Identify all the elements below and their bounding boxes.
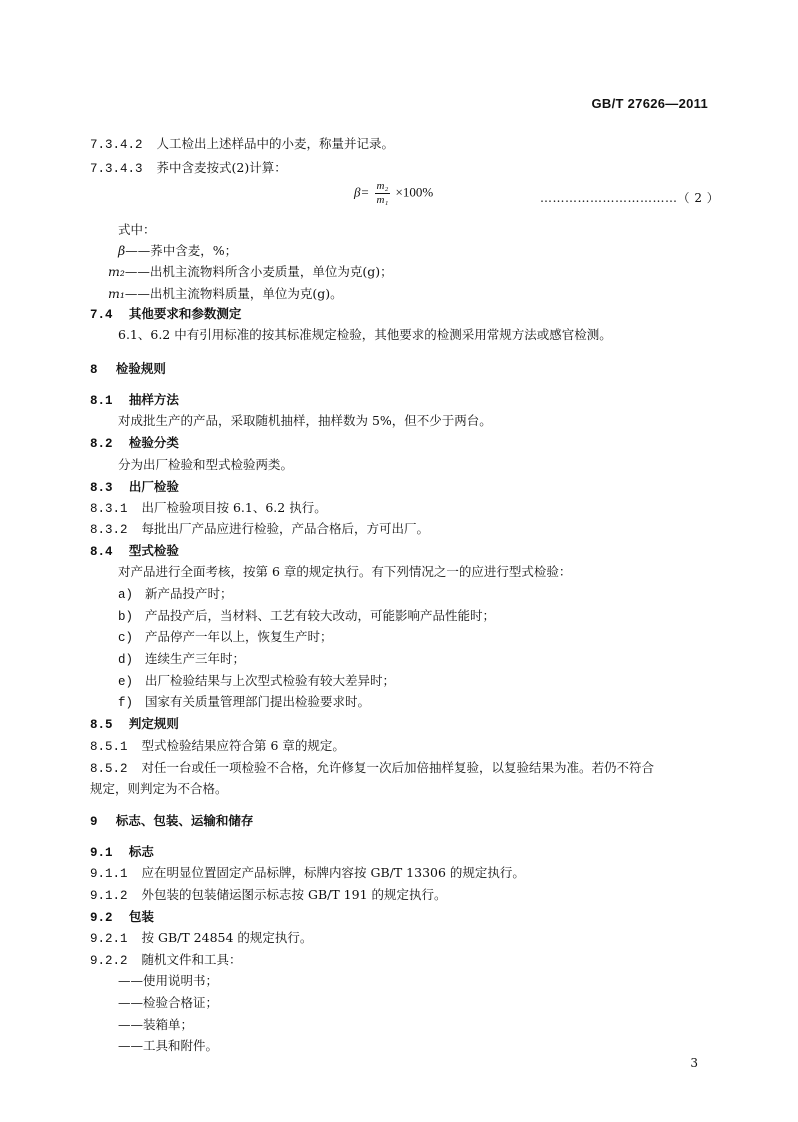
variable-symbol: β xyxy=(118,243,126,258)
clause-number: 8 xyxy=(90,363,98,377)
clause-number: 8.5.2 xyxy=(90,762,128,776)
list-text: 国家有关质量管理部门提出检验要求时。 xyxy=(145,694,371,709)
clause-number: 8.1 xyxy=(90,394,113,408)
list-marker: a) xyxy=(118,588,134,602)
section-heading-8-4 xyxy=(90,542,179,561)
page-number: 3 xyxy=(690,1056,698,1070)
list-item xyxy=(118,628,333,647)
clause-number: 7.4 xyxy=(90,308,113,322)
standard-number: GB/T 27626—2011 xyxy=(591,96,708,111)
variable-symbol: m₂ xyxy=(108,264,125,279)
list-item: ——装箱单； xyxy=(118,1017,194,1032)
clause-number: 9 xyxy=(90,815,98,829)
chapter-heading-8 xyxy=(90,360,166,379)
list-item xyxy=(118,607,495,626)
heading-text: 型式检验 xyxy=(128,543,179,558)
formula xyxy=(354,180,433,216)
variable-symbol: m₁ xyxy=(108,286,125,301)
chapter-heading-9 xyxy=(90,812,253,831)
formula-rhs: ×100% xyxy=(395,184,434,200)
section-heading-8-3 xyxy=(90,478,179,497)
clause-number: 8.3 xyxy=(90,481,113,495)
clause-7-3-4-3 xyxy=(90,159,287,178)
clause-text: 应在明显位置固定产品标牌，标牌内容按 GB/T 13306 的规定执行。 xyxy=(141,865,525,880)
list-item: ——工具和附件。 xyxy=(118,1038,219,1053)
clause-text: 随机文件和工具： xyxy=(141,952,242,967)
list-item xyxy=(118,650,245,669)
list-text: 产品停产一年以上，恢复生产时； xyxy=(145,629,333,644)
section-heading-9-2 xyxy=(90,908,154,927)
clause-number: 9.2 xyxy=(90,911,113,925)
clause-number: 9.1.1 xyxy=(90,867,128,881)
list-marker: e) xyxy=(118,675,134,689)
heading-text: 抽样方法 xyxy=(128,392,179,407)
list-marker: c) xyxy=(118,631,134,645)
clause-9-1-2 xyxy=(90,886,447,905)
variable-description: ——荞中含麦，%； xyxy=(125,243,238,258)
list-marker: b) xyxy=(118,610,134,624)
heading-text: 检验规则 xyxy=(115,361,166,376)
clause-number: 7.3.4.2 xyxy=(90,138,143,152)
clause-9-1-1 xyxy=(90,864,525,883)
equation-number: ……………………………（ 2 ） xyxy=(540,191,720,205)
variable-definition xyxy=(118,242,237,260)
section-heading-9-1 xyxy=(90,843,154,862)
heading-text: 检验分类 xyxy=(128,435,179,450)
clause-8-3-1 xyxy=(90,499,327,518)
section-heading-8-2 xyxy=(90,434,179,453)
clause-text: 型式检验结果应符合第 6 章的规定。 xyxy=(141,738,345,753)
clause-number: 9.1.2 xyxy=(90,889,128,903)
clause-text: 人工检出上述样品中的小麦，称量并记录。 xyxy=(156,136,395,151)
clause-9-2-2 xyxy=(90,951,242,970)
clause-text: 出厂检验项目按 6.1、6.2 执行。 xyxy=(141,500,327,515)
clause-number: 8.2 xyxy=(90,437,113,451)
list-item xyxy=(118,693,370,712)
where-label: 式中： xyxy=(118,222,156,237)
clause-7-3-4-2 xyxy=(90,135,394,154)
heading-text: 标志、包装、运输和储存 xyxy=(115,813,254,828)
heading-text: 包装 xyxy=(128,909,154,924)
paragraph: 对产品进行全面考核，按第 6 章的规定执行。有下列情况之一的应进行型式检验： xyxy=(118,564,572,579)
clause-text: 外包装的包装储运图示标志按 GB/T 191 的规定执行。 xyxy=(141,887,447,902)
clause-number: 9.2.1 xyxy=(90,932,128,946)
list-item: ——检验合格证； xyxy=(118,995,219,1010)
clause-9-2-1 xyxy=(90,929,312,948)
variable-definition xyxy=(108,285,343,303)
clause-number: 9.2.2 xyxy=(90,954,128,968)
clause-number: 9.1 xyxy=(90,846,113,860)
clause-number: 8.5.1 xyxy=(90,740,128,754)
list-text: 连续生产三年时； xyxy=(145,651,246,666)
list-item xyxy=(118,672,395,691)
section-heading-7-4 xyxy=(90,305,241,324)
formula-numerator: m₂ xyxy=(376,180,389,192)
heading-text: 标志 xyxy=(128,844,154,859)
formula-fraction xyxy=(375,180,391,207)
clause-text: 荞中含麦按式(2)计算： xyxy=(156,160,287,175)
formula-lhs: β= xyxy=(354,184,370,200)
paragraph: 6.1、6.2 中有引用标准的按其标准规定检验，其他要求的检测采用常规方法或感官检测。 xyxy=(118,327,612,342)
list-text: 新产品投产时； xyxy=(145,586,233,601)
section-heading-8-1 xyxy=(90,391,179,410)
clause-text: 按 GB/T 24854 的规定执行。 xyxy=(141,930,313,945)
heading-text: 其他要求和参数测定 xyxy=(128,306,242,321)
paragraph: 分为出厂检验和型式检验两类。 xyxy=(118,457,294,472)
list-marker: f) xyxy=(118,696,134,710)
list-marker: d) xyxy=(118,653,134,667)
variable-definition xyxy=(108,263,393,281)
clause-8-5-1 xyxy=(90,737,345,756)
variable-description: ——出机主流物料质量，单位为克(g)。 xyxy=(124,286,343,301)
heading-text: 出厂检验 xyxy=(128,479,179,494)
clause-number: 7.3.4.3 xyxy=(90,162,143,176)
clause-text: 对任一台或任一项检验不合格，允许修复一次后加倍抽样复验，以复验结果为准。若仍不符合 xyxy=(141,760,655,775)
clause-number: 8.3.2 xyxy=(90,523,128,537)
variable-description: ——出机主流物料所含小麦质量，单位为克(g)； xyxy=(124,264,393,279)
clause-number: 8.5 xyxy=(90,718,113,732)
section-heading-8-5 xyxy=(90,715,179,734)
clause-continuation: 规定，则判定为不合格。 xyxy=(90,781,228,796)
list-item xyxy=(118,585,233,604)
list-item: ——使用说明书； xyxy=(118,973,219,988)
clause-number: 8.4 xyxy=(90,545,113,559)
heading-text: 判定规则 xyxy=(128,716,179,731)
list-text: 产品投产后，当材料、工艺有较大改动，可能影响产品性能时； xyxy=(145,608,496,623)
clause-number: 8.3.1 xyxy=(90,502,128,516)
clause-text: 每批出厂产品应进行检验，产品合格后，方可出厂。 xyxy=(141,521,430,536)
clause-8-5-2 xyxy=(90,759,654,778)
formula-denominator: m₁ xyxy=(376,194,389,206)
paragraph: 对成批生产的产品，采取随机抽样，抽样数为 5%，但不少于两台。 xyxy=(118,413,492,428)
list-text: 出厂检验结果与上次型式检验有较大差异时； xyxy=(145,673,396,688)
clause-8-3-2 xyxy=(90,520,429,539)
